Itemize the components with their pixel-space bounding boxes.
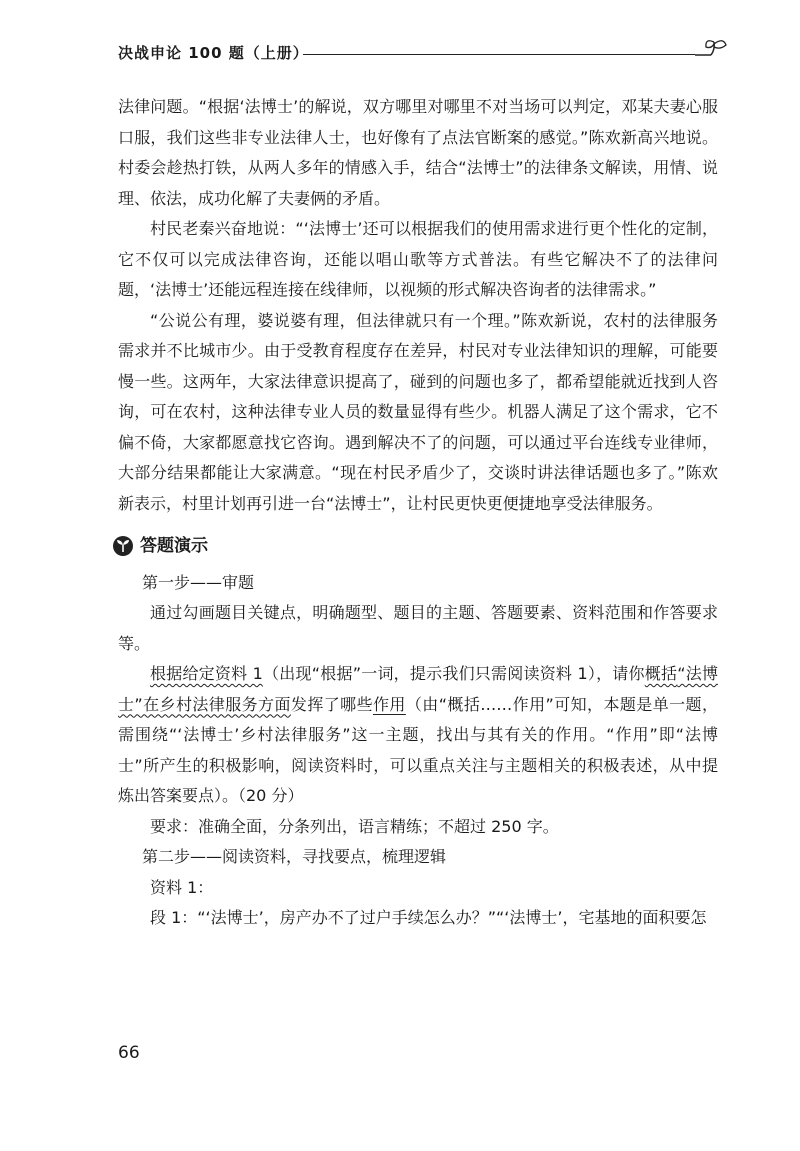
- text-run: （出现“根据”一词，提示我们只需阅读资料 1），请你: [262, 664, 645, 683]
- keyword-underline: “法博士”在乡村法律服务方面: [118, 664, 718, 714]
- paragraph: “公说公有理，婆说婆有理，但法律就只有一个理。”陈欢新说，农村的法律服务需求并不比城市少。由于受教育程度存在差异，村民对专业法律知识的理解，可能要慢一些。这两年，大家法律意识提高了，碰到的问题也多了，都希望能就近找到人咨询，可在农村，这种法律专业人员的数量显得有些少。机器人满足了这个需求，它不偏不倚，大家都愿意找它咨询。遇到解决不了的问题，可以通过平台连线专业律师，大部分结果都能让大家满意。“现在村民矛盾少了，交谈时讲法律话题也多了。”陈欢新表示，村里计划再引进一台“法博士”，让村民更快更便捷地享受法律服务。: [118, 310, 718, 513]
- question-paragraph: [118, 659, 718, 812]
- step-title: 第二步——阅读资料，寻找要点，梳理逻辑: [142, 847, 447, 866]
- running-header: [118, 38, 738, 68]
- material-label: 资料 1：: [150, 877, 214, 897]
- text-run: 发挥了哪些: [290, 694, 374, 714]
- keyword-underline: 概括: [644, 664, 678, 683]
- sprout-icon: [693, 38, 733, 66]
- sprout-badge-icon: [112, 535, 134, 557]
- keyword-underline: 根据给定资料 1: [150, 664, 263, 683]
- paragraph: 村民老秦兴奋地说：“‘法博士’还可以根据我们的使用需求进行更个性化的定制，它不仅可以完成法律咨询，还能以唱山歌等方式普法。有些它解决不了的法律问题，‘法博士’还能远程连接在线律师，以视频的形式解决咨询者的法律需求。”: [118, 219, 718, 299]
- header-rule: [303, 54, 695, 55]
- book-title: 决战申论 100 题（上册）: [118, 44, 309, 62]
- page-number: 66: [118, 1043, 140, 1063]
- step-title: 第一步——审题: [142, 572, 255, 592]
- text-run: （由“概括……作用”可知，本题是单一题，需围绕“‘法博士’乡村法律服务”这一主题，找出与其有关的作用。“作用”即“法博士”所产生的积极影响，阅读资料时，可以重点关注与主题相关的积极表述，从中提炼出答案要点）。（20 分）: [118, 694, 718, 805]
- paragraph: 法律问题。“根据‘法博士’的解说，双方哪里对哪里不对当场可以判定，邓某夫妻心服口服，我们这些非专业法律人士，也好像有了点法官断案的感觉。”陈欢新高兴地说。村委会趁热打铁，从两人多年的情感入手，结合“法博士”的法律条文解读，用情、说理、依法，成功化解了夫妻俩的矛盾。: [118, 97, 718, 208]
- page-content: [118, 92, 718, 934]
- section-title: 答题演示: [140, 536, 208, 556]
- requirement: 要求：准确全面，分条列出，语言精练；不超过 250 字。: [150, 816, 559, 836]
- paragraph: 段 1：“‘法博士’，房产办不了过户手续怎么办？”“‘法博士’，宅基地的面积要怎: [150, 908, 707, 927]
- keyword-underline: 作用: [373, 694, 406, 714]
- section-heading: [112, 531, 718, 562]
- paragraph: 通过勾画题目关键点，明确题型、题目的主题、答题要素、资料范围和作答要求等。: [118, 603, 718, 653]
